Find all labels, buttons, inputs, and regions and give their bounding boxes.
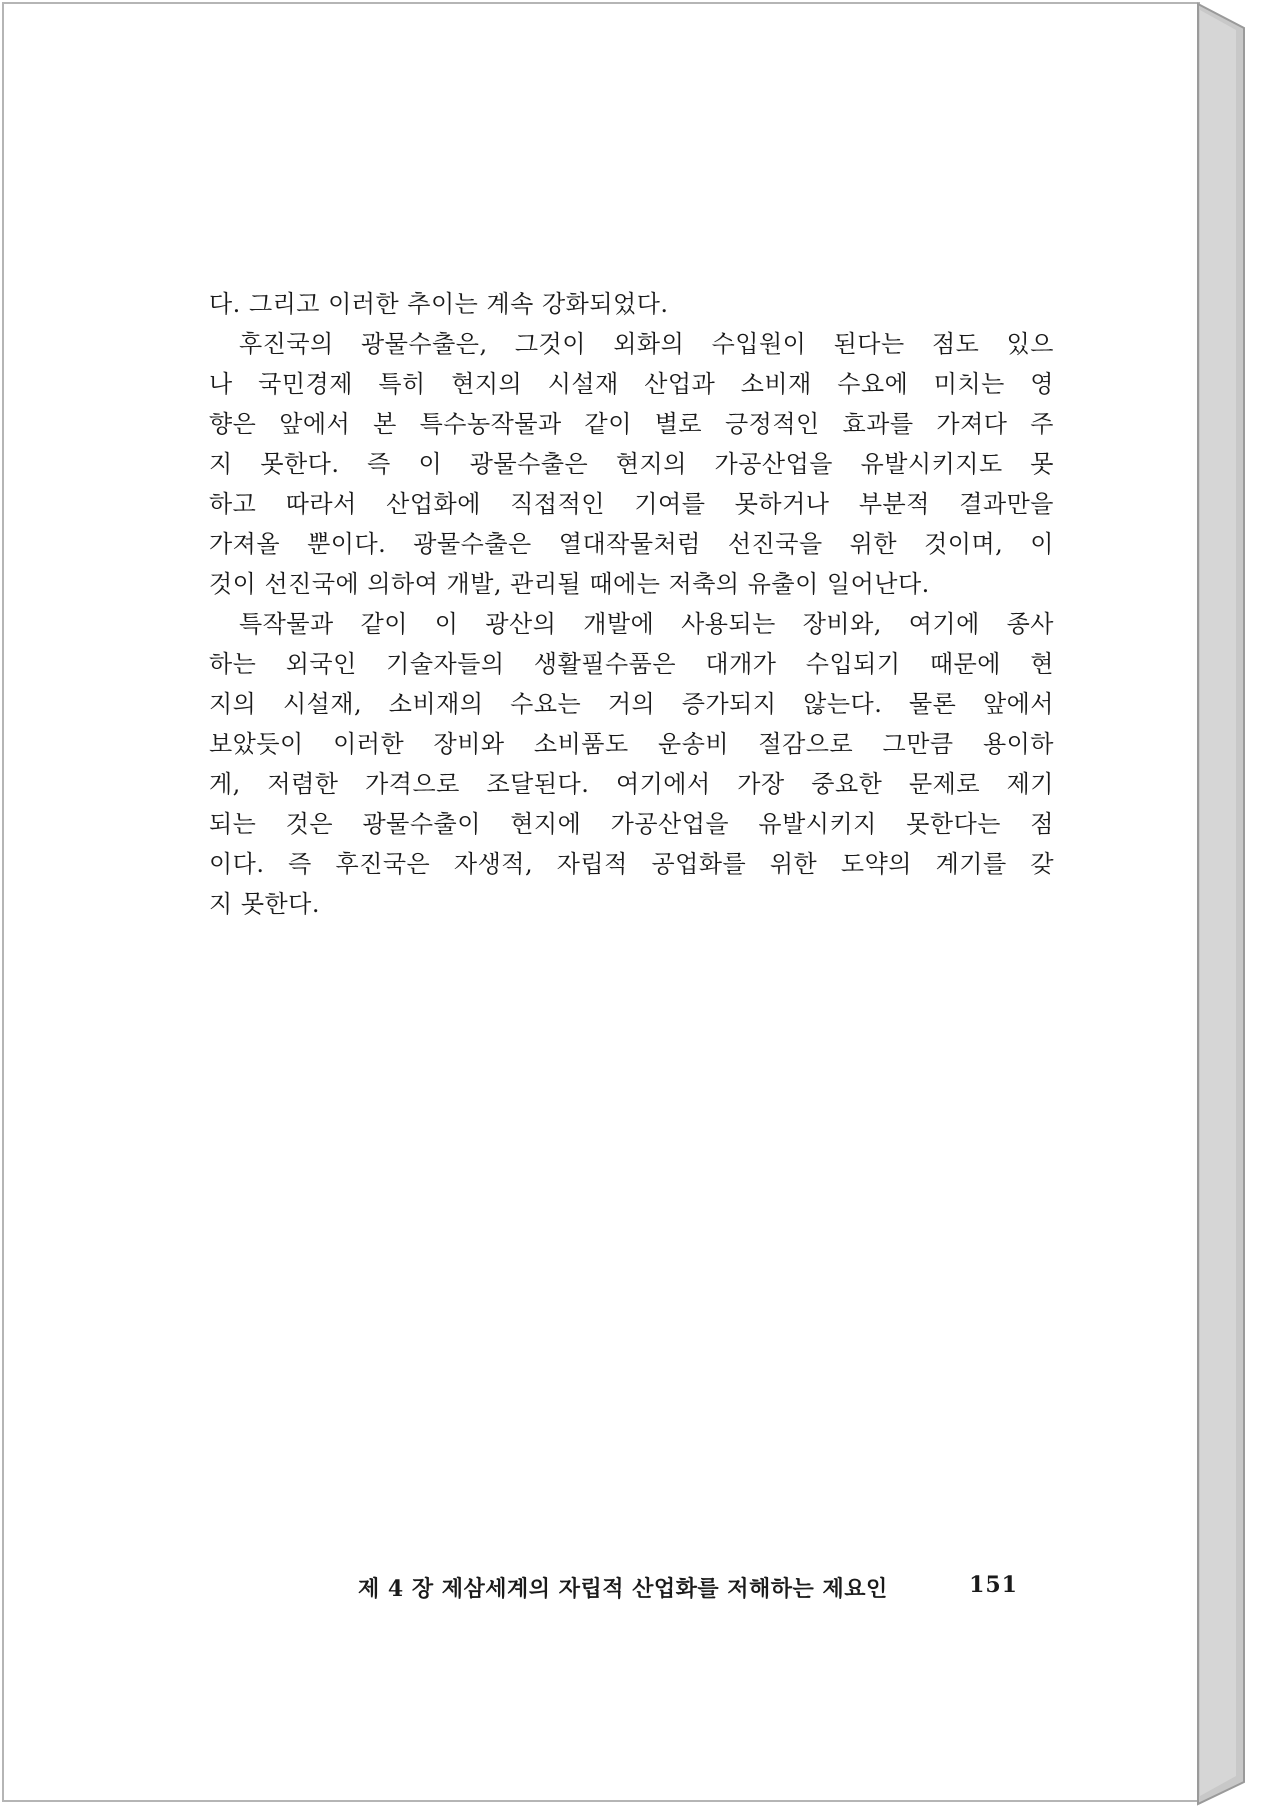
text-line: 이다. 즉 후진국은 자생적, 자립적 공업화를 위한 도약의 계기를 갖: [209, 850, 1054, 878]
text-line: 보았듯이 이러한 장비와 소비품도 운송비 절감으로 그만큼 용이하: [209, 730, 1054, 758]
text-line: 하고 따라서 산업화에 직접적인 기여를 못하거나 부분적 결과만을: [209, 490, 1054, 518]
chapter-title: 제 4 장 제삼세계의 자립적 산업화를 저해하는 제요인: [358, 1576, 888, 1602]
text-line: 나 국민경제 특히 현지의 시설재 산업과 소비재 수요에 미치는 영: [209, 370, 1054, 398]
text-line: 게, 저렴한 가격으로 조달된다. 여기에서 가장 중요한 문제로 제기: [209, 770, 1054, 798]
text-line: 가져올 뿐이다. 광물수출은 열대작물처럼 선진국을 위한 것이며, 이: [209, 530, 1054, 558]
text-line: 되는 것은 광물수출이 현지에 가공산업을 유발시키지 못한다는 점: [209, 810, 1054, 838]
page-number: 151: [969, 1572, 1018, 1598]
text-line: 향은 앞에서 본 특수농작물과 같이 별로 긍정적인 효과를 가져다 주: [209, 410, 1054, 438]
text-line: 지 못한다.: [209, 890, 320, 918]
text-line: 후진국의 광물수출은, 그것이 외화의 수입원이 된다는 점도 있으: [239, 330, 1054, 358]
text-line: 것이 선진국에 의하여 개발, 관리될 때에는 저축의 유출이 일어난다.: [209, 570, 930, 598]
text-line: 지 못한다. 즉 이 광물수출은 현지의 가공산업을 유발시키지도 못: [209, 450, 1054, 478]
page-edge-highlight: [1200, 10, 1236, 1796]
text-line: 지의 시설재, 소비재의 수요는 거의 증가되지 않는다. 물론 앞에서: [209, 690, 1054, 718]
text-line: 특작물과 같이 이 광산의 개발에 사용되는 장비와, 여기에 종사: [239, 610, 1054, 638]
text-line: 하는 외국인 기술자들의 생활필수품은 대개가 수입되기 때문에 현: [209, 650, 1054, 678]
text-line: 다. 그리고 이러한 추이는 계속 강화되었다.: [209, 290, 669, 318]
running-footer: [358, 1572, 1018, 1603]
